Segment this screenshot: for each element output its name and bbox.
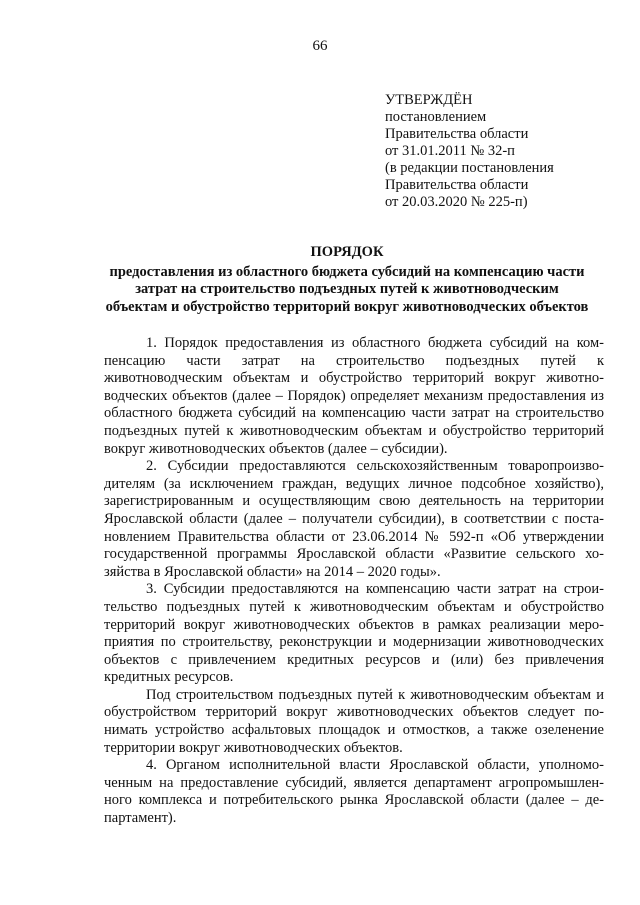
title-subtitle-line: затрат на строительство подъездных путей к животноводческим [135, 281, 559, 297]
document-title [96, 244, 598, 316]
approval-line: Правительства области [385, 177, 529, 193]
page-number: 66 [312, 38, 328, 54]
paragraph-3: 3. Субсидии предоставляются на компенсацию части затрат на строительство подъездных путей к животноводческим объектам и обустройство территорий вокруг животноводческих объектов в рамках реализации мероприятия по строительству, реконструкции и модернизации животноводческих объектов с привлечением кредитных ресурсов и (или) без привлечения кредитных ресурсов. [104, 581, 604, 686]
paragraph-3-continuation: Под строительством подъездных путей к животноводческим объектам и обустройством территорий вокруг животноводческих объектов следует понимать устройство асфальтовых площадок и отмостков, а также озеленение территории вокруг животноводческих объектов. [104, 686, 604, 756]
document-body [104, 335, 604, 828]
approval-stamp [385, 92, 625, 211]
title-main: ПОРЯДОК [310, 244, 384, 260]
approval-line: УТВЕРЖДЁН [385, 92, 473, 108]
approval-line: Правительства области [385, 126, 529, 142]
paragraph-1: 1. Порядок предоставления из областного бюджета субсидий на компенсацию части затрат на строительство подъездных путей к животноводческим объектам и обустройство территорий вокруг животноводческих объектов (далее – Порядок) определяет механизм предоставления из областного бюджета субсидий на компенсацию части затрат на строительство подъездных путей к животноводческим объектам и обустройство территорий вокруг животноводческих объектов (далее – субсидии). [104, 335, 604, 457]
paragraph-2: 2. Субсидии предоставляются сельскохозяйственным товаропроизводителям (за исключением граждан, ведущих личное подсобное хозяйство), зарегистрированным и осуществляющим свою деятельность на территории Ярославской области (далее – получатели субсидии), в соответствии с постановлением Правительства области от 23.06.2014 № 592-п «Об утверждении государственной программы Ярославской области «Развитие сельского хозяйства в Ярославской области» на 2014 – 2020 годы». [104, 458, 604, 580]
approval-line: постановлением [385, 109, 487, 125]
approval-line: от 20.03.2020 № 225-п) [385, 194, 528, 210]
title-subtitle-line: предоставления из областного бюджета субсидий на компенсацию части [109, 263, 585, 280]
title-subtitle-line: объектам и обустройство территорий вокруг животноводческих объектов [105, 298, 589, 315]
paragraph-4: 4. Органом исполнительной власти Ярославской области, уполномоченным на предоставление субсидий, является департамент агропромышленного комплекса и потребительского рынка Ярославской области (далее – департамент). [104, 757, 604, 827]
approval-line: (в редакции постановления [385, 160, 554, 176]
approval-line: от 31.01.2011 № 32-п [385, 143, 515, 159]
